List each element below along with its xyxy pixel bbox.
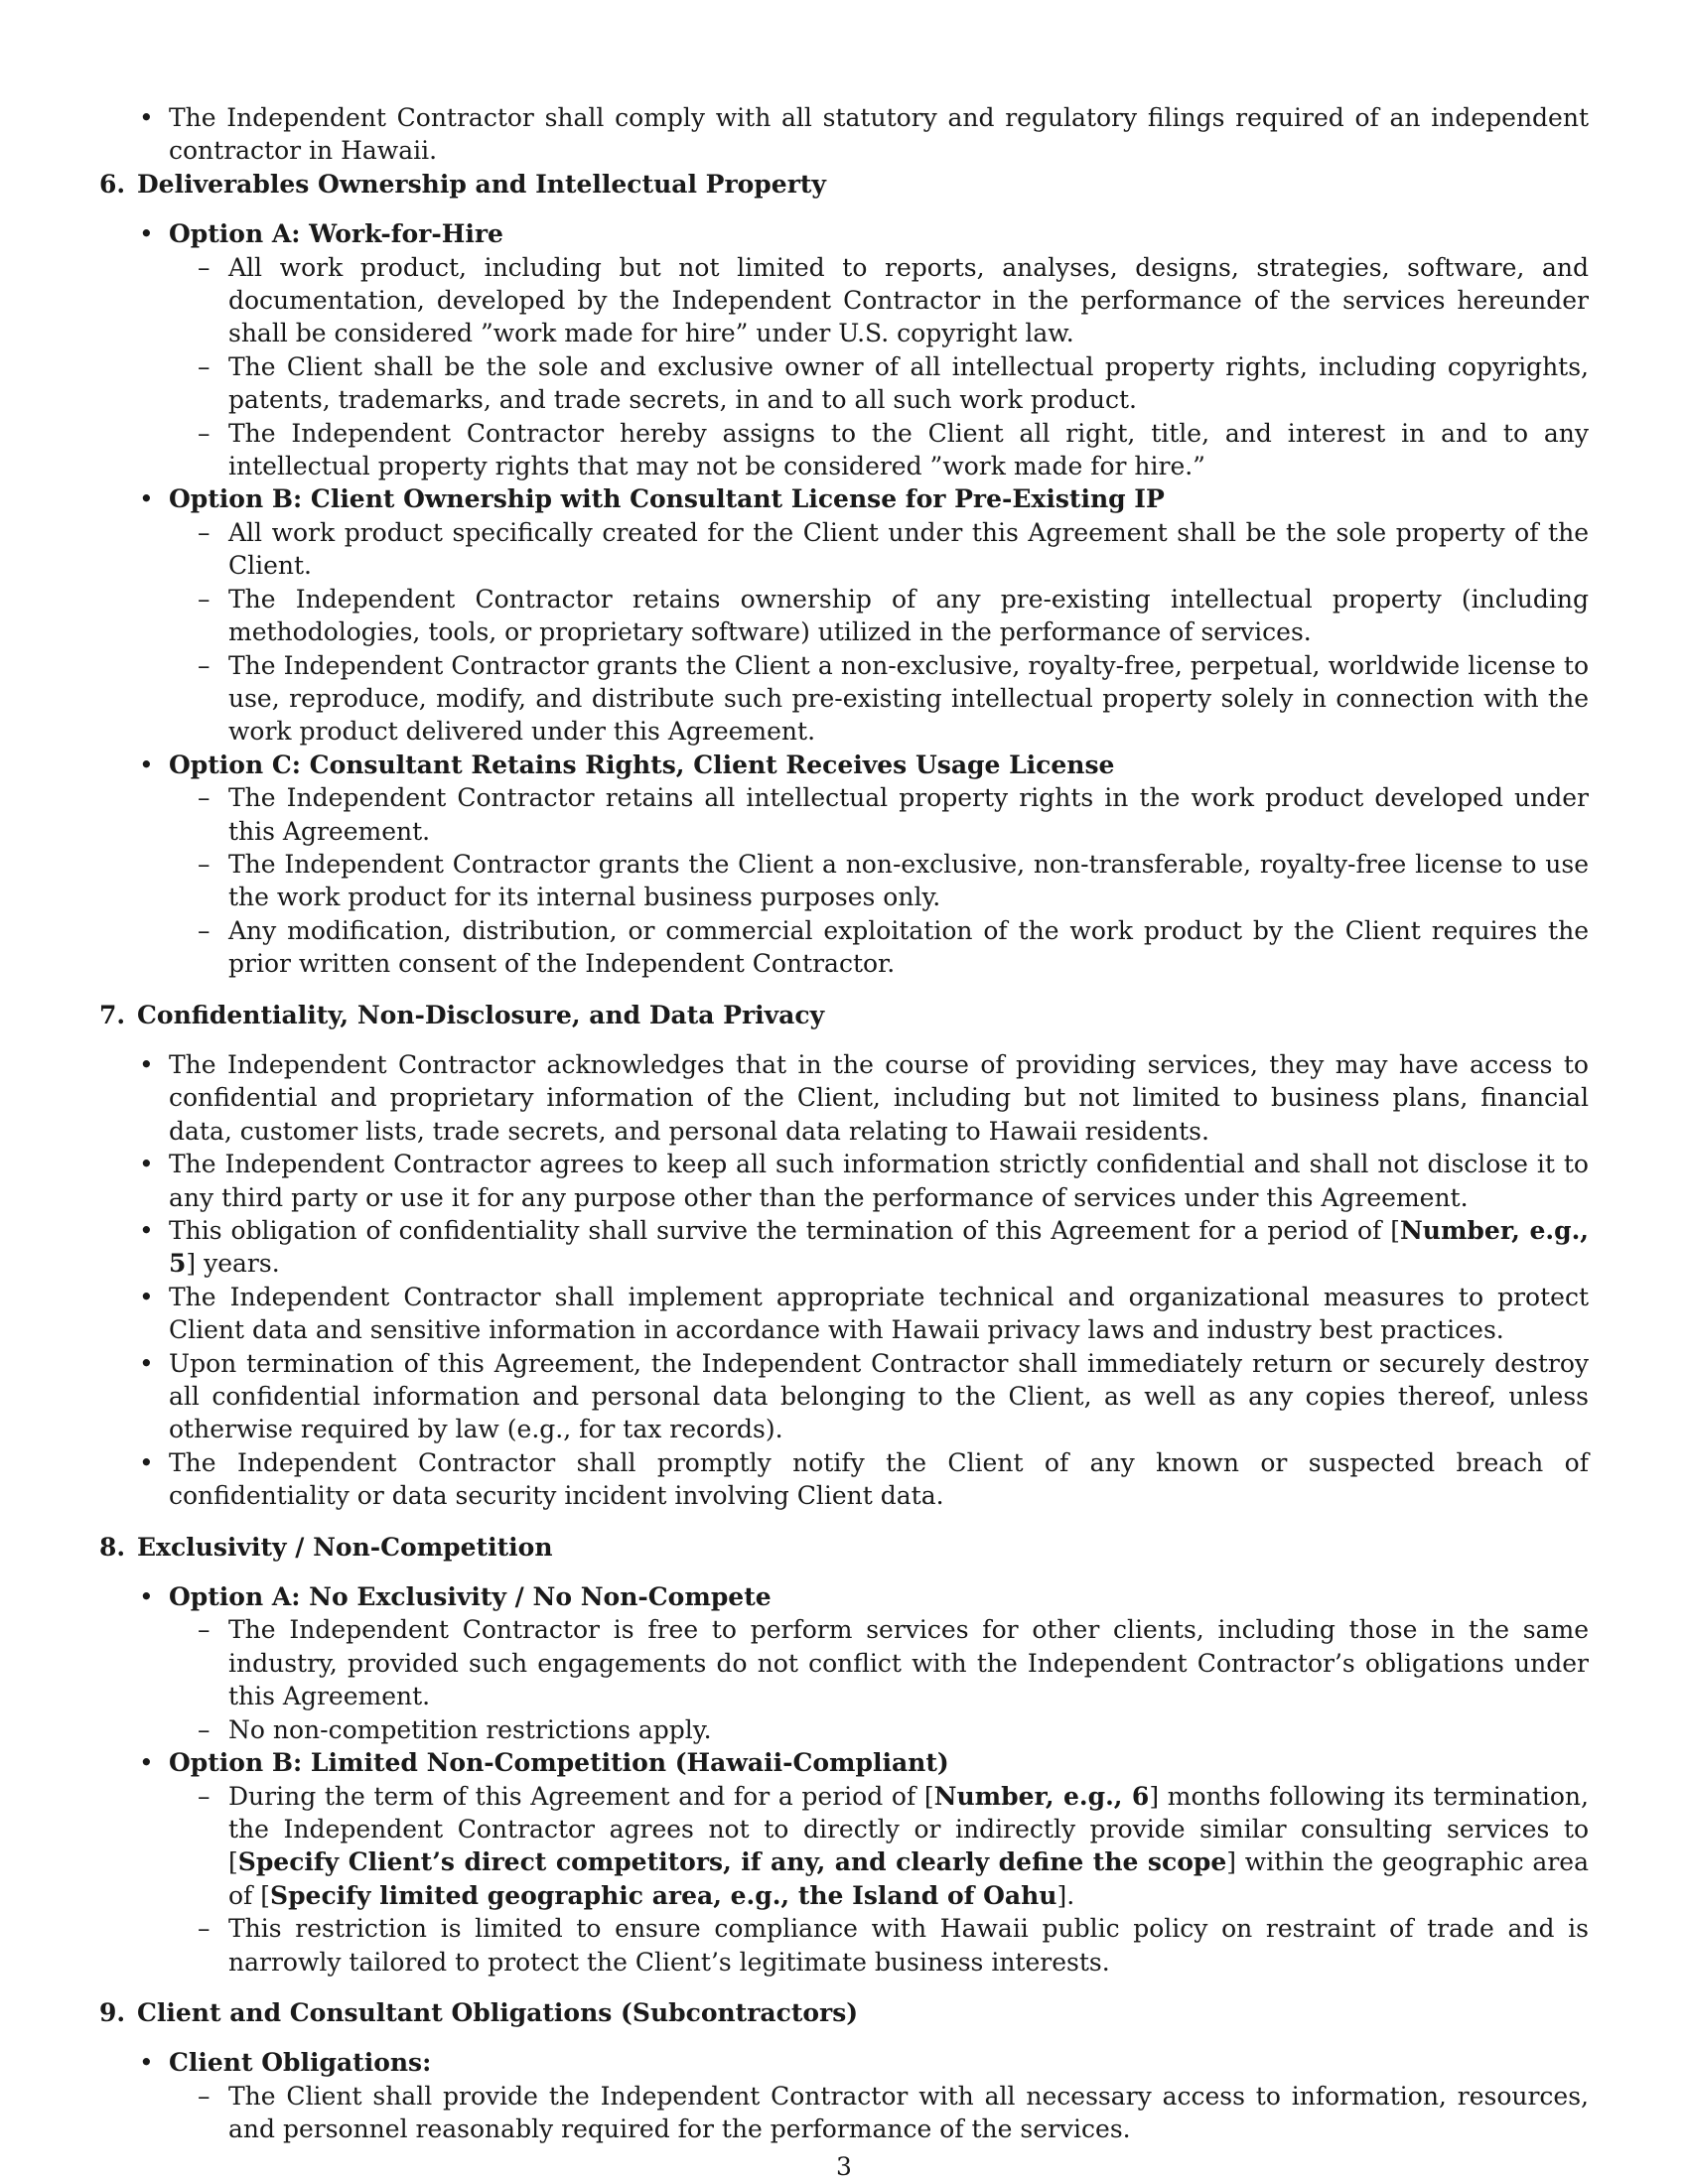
placeholder-text: Specify limited geographic area, e.g., the Island of Oahu (270, 1880, 1057, 1910)
option-title: Client Obligations: (169, 2048, 432, 2078)
bullet-list (99, 1048, 1589, 1513)
list-item: – The Independent Contractor retains all intellectual property rights in the work product developed under this Agreement. (169, 781, 1589, 848)
list-item: – All work product specifically created for the Client under this Agreement shall be the sole property of the Client. (169, 516, 1589, 583)
section-heading (99, 1996, 1589, 2029)
placeholder-text: Number, e.g., 6 (933, 1781, 1150, 1811)
section-title: Deliverables Ownership and Intellectual Property (137, 169, 826, 199)
list-item: – No non-competition restrictions apply. (169, 1713, 1589, 1746)
section-title: Confidentiality, Non-Disclosure, and Data Privacy (137, 1000, 825, 1029)
option-a (99, 1580, 1589, 1746)
list-item: – The Independent Contractor is free to perform services for other clients, including those in the same industry, provided such engagements do not conflict with the Independent Contractor’s obligations under this Agreement. (169, 1613, 1589, 1712)
list-item: – The Independent Contractor grants the Client a non-exclusive, royalty-free, perpetual, worldwide license to use, reproduce, modify, and distribute such pre-existing intellectual property solely in connection with the work product delivered under this Agreement. (169, 649, 1589, 749)
text-run: During the term of this Agreement and for a period of [ (228, 1781, 934, 1811)
placeholder-text: Number, e.g., 5 (169, 1216, 1590, 1279)
document-body (99, 101, 1589, 2164)
page-number: 3 (836, 2152, 852, 2181)
list-item: – The Independent Contractor grants the Client a non-exclusive, non-transferable, royalty-free license to use the work product for its internal business purposes only. (169, 848, 1589, 914)
list-item: – All work product, including but not limited to reports, analyses, designs, strategies, software, and documentation, developed by the Independent Contractor in the performance of the services hereunder shall be considered ”work made for hire” under U.S. copyright law. (169, 251, 1589, 350)
option-list (99, 1580, 1589, 1979)
list-item: – Any modification, distribution, or commercial exploitation of the work product by the Client requires the prior written consent of the Independent Contractor. (169, 914, 1589, 981)
section-8 (99, 1531, 1589, 1979)
option-title: Option A: No Exclusivity / No Non-Compete (169, 1582, 772, 1612)
section-title: Client and Consultant Obligations (Subcontractors) (137, 1997, 859, 2027)
text-run: ]. (1056, 1880, 1075, 1910)
option-a (99, 217, 1589, 482)
section-number: 7. (99, 1000, 126, 1029)
text-run: ] within the geographic area of [ (228, 1847, 1589, 1910)
option-b (99, 1746, 1589, 1979)
option-title: Option B: Limited Non-Competition (Hawaii-Compliant) (169, 1748, 949, 1778)
section-heading (99, 168, 1589, 201)
list-item: – This restriction is limited to ensure compliance with Hawaii public policy on restraint of trade and is narrowly tailored to protect the Client’s legitimate business interests. (169, 1912, 1589, 1979)
list-item: • Upon termination of this Agreement, the Independent Contractor shall immediately return or securely destroy all confidential information and personal data belonging to the Client, as well as any copies thereof, unless otherwise required by law (e.g., for tax records). (99, 1347, 1589, 1446)
option-b (99, 482, 1589, 748)
client-obligations (99, 2046, 1589, 2145)
list-item: • The Independent Contractor shall comply with all statutory and regulatory filings required of an independent contractor in Hawaii. (99, 101, 1589, 168)
option-list (99, 2046, 1589, 2145)
intro-bullet-list (99, 101, 1589, 168)
sub-list (169, 781, 1589, 980)
list-item: – The Independent Contractor retains ownership of any pre-existing intellectual property (including methodologies, tools, or proprietary software) utilized in the performance of services. (169, 583, 1589, 649)
option-c (99, 749, 1589, 981)
option-title: Option A: Work-for-Hire (169, 219, 503, 249)
section-6 (99, 168, 1589, 981)
list-item (169, 1780, 1589, 1913)
option-title: Option C: Consultant Retains Rights, Client Receives Usage License (169, 750, 1115, 779)
sub-list (169, 516, 1589, 749)
list-item: – The Independent Contractor hereby assigns to the Client all right, title, and interest in and to any intellectual property rights that may not be considered ”work made for hire.” (169, 417, 1589, 483)
text-run: This obligation of confidentiality shall survive the termination of this Agreement for a period of [ (169, 1216, 1400, 1245)
sub-list (169, 1613, 1589, 1746)
section-heading (99, 999, 1589, 1031)
list-item: • The Independent Contractor shall promptly notify the Client of any known or suspected breach of confidentiality or data security incident involving Client data. (99, 1446, 1589, 1513)
sub-list (169, 1780, 1589, 1979)
section-number: 6. (99, 169, 126, 199)
list-item (99, 1214, 1589, 1281)
section-7 (99, 999, 1589, 1513)
placeholder-text: Specify Client’s direct competitors, if any, and clearly define the scope (237, 1847, 1227, 1877)
list-item: – The Client shall be the sole and exclusive owner of all intellectual property rights, including copyrights, patents, trademarks, and trade secrets, in and to all such work product. (169, 350, 1589, 417)
option-title: Option B: Client Ownership with Consultant License for Pre-Existing IP (169, 484, 1165, 514)
option-list (99, 217, 1589, 980)
list-item: • The Independent Contractor shall implement appropriate technical and organizational measures to protect Client data and sensitive information in accordance with Hawaii privacy laws and industry best practices. (99, 1281, 1589, 1347)
section-heading (99, 1531, 1589, 1564)
section-number: 8. (99, 1532, 126, 1562)
text-run: ] years. (186, 1249, 280, 1279)
sub-list (169, 2080, 1589, 2146)
section-9 (99, 1996, 1589, 2146)
section-title: Exclusivity / Non-Competition (137, 1532, 553, 1562)
list-item: – The Client shall provide the Independent Contractor with all necessary access to information, resources, and personnel reasonably required for the performance of the services. (169, 2080, 1589, 2146)
text-run: ] months following its termination, the Independent Contractor agrees not to directly or indirectly provide similar consulting services to [ (228, 1781, 1589, 1877)
list-item: • The Independent Contractor acknowledges that in the course of providing services, they may have access to confidential and proprietary information of the Client, including but not limited to business plans, financial data, customer lists, trade secrets, and personal data relating to Hawaii residents. (99, 1048, 1589, 1148)
sub-list (169, 251, 1589, 483)
section-number: 9. (99, 1997, 126, 2027)
list-item: • The Independent Contractor agrees to keep all such information strictly confidential and shall not disclose it to any third party or use it for any purpose other than the performance of services under this Agreement. (99, 1148, 1589, 1214)
